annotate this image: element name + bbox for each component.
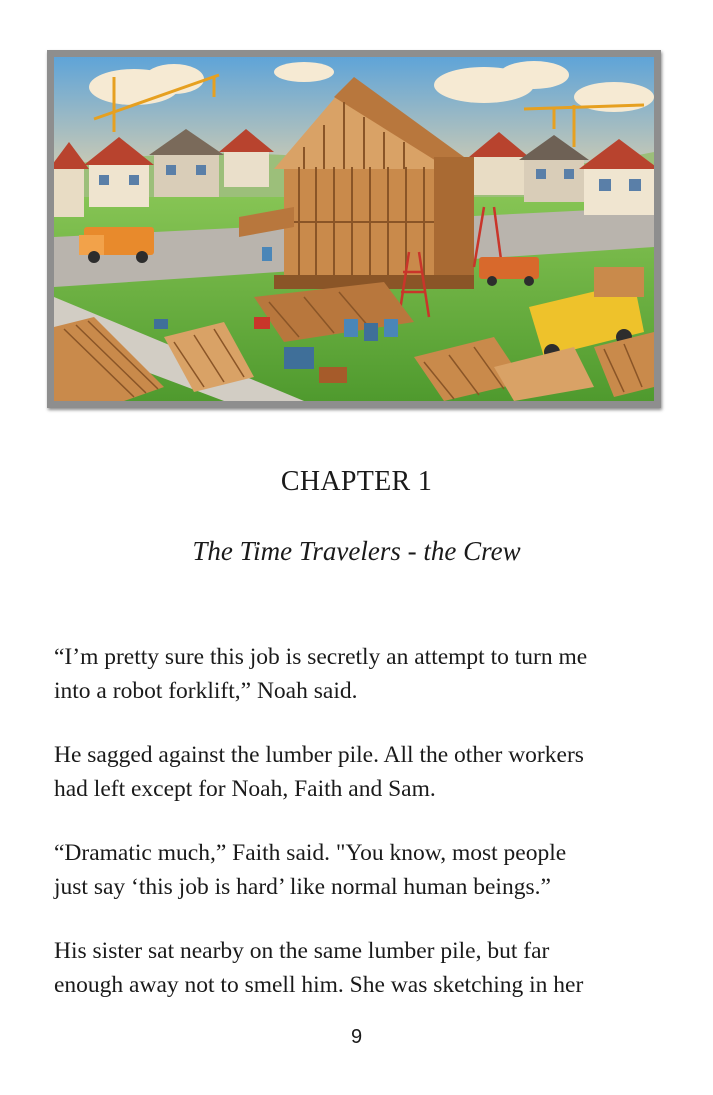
text-line: “Dramatic much,” Faith said. "You know, most people: [54, 840, 567, 866]
paragraph: [54, 738, 664, 806]
text-line: into a robot forklift,” Noah said.: [54, 678, 358, 704]
text-line: enough away not to smell him. She was sketching in her: [54, 972, 584, 998]
text-line: had left except for Noah, Faith and Sam.: [54, 776, 436, 802]
text-line: His sister sat nearby on the same lumber pile, but far: [54, 938, 550, 964]
page-number: 9: [350, 1026, 363, 1048]
chapter-illustration: [47, 50, 661, 408]
body-text: [54, 640, 664, 1032]
paragraph: [54, 934, 664, 1002]
chapter-heading: CHAPTER 1: [280, 466, 433, 497]
paragraph: [54, 640, 664, 708]
text-line: He sagged against the lumber pile. All the other workers: [54, 742, 584, 768]
paragraph: [54, 836, 664, 904]
text-line: “I’m pretty sure this job is secretly an attempt to turn me: [54, 644, 588, 670]
text-line: just say ‘this job is hard’ like normal human beings.”: [54, 874, 551, 900]
construction-site-illustration: [54, 57, 654, 401]
chapter-subtitle: The Time Travelers - the Crew: [192, 536, 521, 566]
